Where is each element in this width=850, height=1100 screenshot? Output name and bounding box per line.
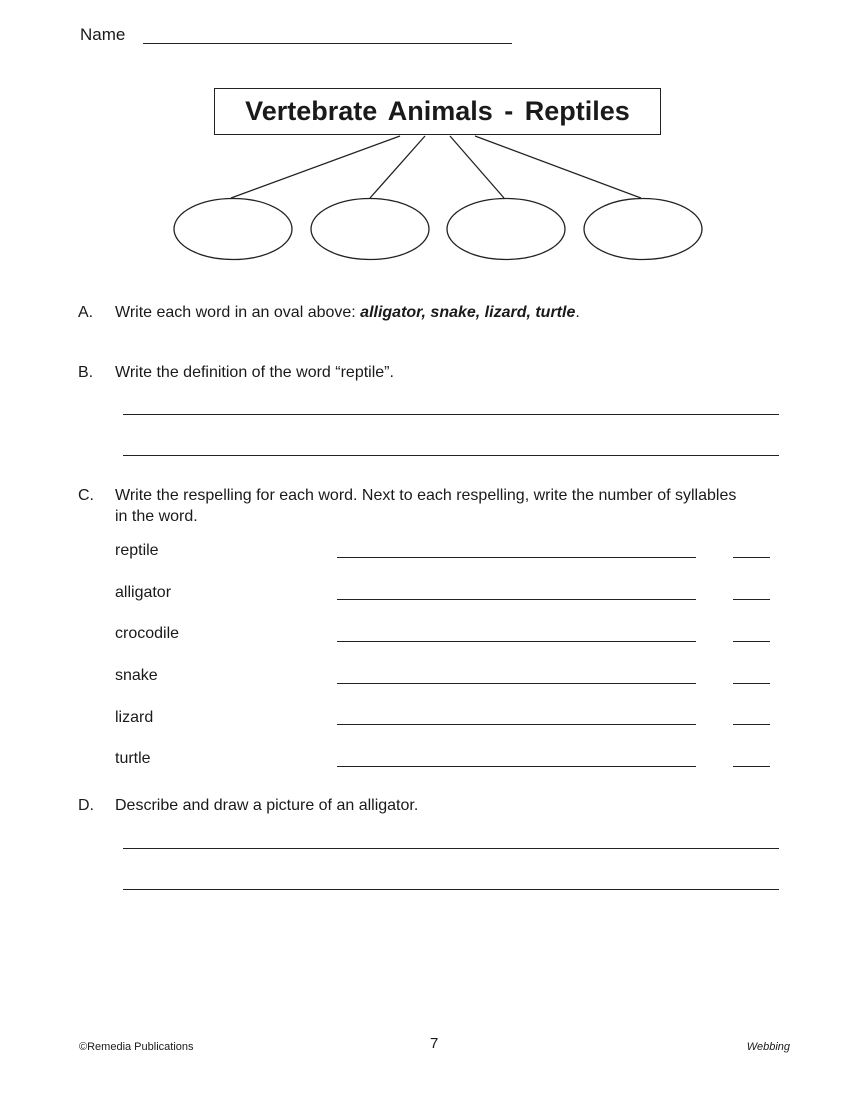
respelling-line-turtle[interactable] [337,766,696,767]
syllable-line-turtle[interactable] [733,766,770,767]
word-snake: snake [115,667,158,684]
section-b-instruction: Write the definition of the word “reptile”. [115,364,394,381]
section-d-letter: D. [78,797,94,814]
answer-oval-3 [447,199,565,260]
definition-answer-line-2[interactable] [123,455,779,456]
respelling-line-snake[interactable] [337,683,696,684]
connector-line-1 [231,136,400,198]
syllable-line-crocodile[interactable] [733,641,770,642]
description-answer-line-1[interactable] [123,848,779,849]
page-number: 7 [430,1035,439,1052]
syllable-line-lizard[interactable] [733,724,770,725]
syllable-line-alligator[interactable] [733,599,770,600]
answer-oval-2 [311,199,429,260]
worksheet-title: Vertebrate Animals - Reptiles [214,88,661,135]
answer-oval-4 [584,199,702,260]
name-label: Name [80,25,126,44]
section-c-instruction-line-1: Write the respelling for each word. Next to each respelling, write the number of syllables [115,487,737,504]
footer-copyright: ©Remedia Publications [79,1041,194,1053]
respelling-line-reptile[interactable] [337,557,696,558]
section-a-text: Write each word in an oval above: [115,304,361,321]
word-alligator: alligator [115,584,172,601]
answer-oval-1 [174,199,292,260]
syllable-line-snake[interactable] [733,683,770,684]
definition-answer-line-1[interactable] [123,414,779,415]
section-a-end: . [575,304,580,321]
section-c-letter: C. [78,487,94,504]
section-a-word-list: alligator, snake, lizard, turtle [360,304,576,321]
respelling-line-crocodile[interactable] [337,641,696,642]
connector-line-3 [450,136,504,198]
syllable-line-reptile[interactable] [733,557,770,558]
section-c-instruction-line-2: in the word. [115,508,198,525]
word-lizard: lizard [115,709,154,726]
connector-line-4 [475,136,641,198]
section-d-instruction: Describe and draw a picture of an alligator. [115,797,419,814]
word-crocodile: crocodile [115,625,180,642]
section-a-letter: A. [78,304,94,321]
section-b-letter: B. [78,364,94,381]
connector-line-2 [370,136,425,198]
word-reptile: reptile [115,542,159,559]
respelling-line-alligator[interactable] [337,599,696,600]
section-a-instruction [115,302,580,323]
word-turtle: turtle [115,750,151,767]
web-diagram [0,0,850,300]
description-answer-line-2[interactable] [123,889,779,890]
respelling-line-lizard[interactable] [337,724,696,725]
footer-category: Webbing [746,1041,790,1053]
